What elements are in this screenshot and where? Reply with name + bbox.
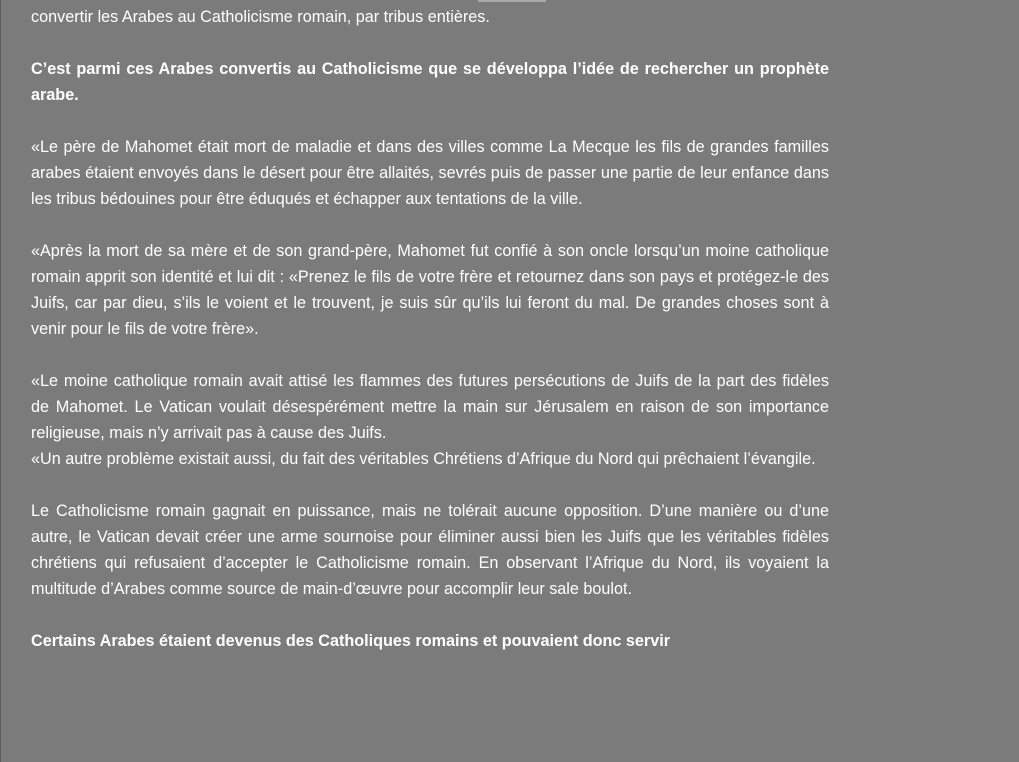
paragraph-2-bold: C’est parmi ces Arabes convertis au Catholicisme que se développa l’idée de rechercher un prophète arabe. <box>31 60 829 104</box>
paragraph-5: «Le moine catholique romain avait attisé les flammes des futures persécutions de Juifs de la part des fidèles de Mahomet. Le Vatican voulait désespérément mettre la main sur Jérusalem en raison de son importance religieuse, mais n’y arrivait pas à cause des Juifs. <box>31 372 829 442</box>
paragraph-6: «Un autre problème existait aussi, du fait des véritables Chrétiens d’Afrique du Nord qui prêchaient l’évangile. <box>31 450 816 468</box>
paragraph-7: Le Catholicisme romain gagnait en puissance, mais ne tolérait aucune opposition. D’une manière ou d’une autre, le Vatican devait créer une arme sournoise pour éliminer aussi bien les Juifs que les véritables fidèles chrétiens qui refusaient d’accepter le Catholicisme romain. En observant l’Afrique du Nord, ils voyaient la multitude d’Arabes comme source de main-d’œuvre pour accomplir leur sale boulot. <box>31 502 829 598</box>
paragraph-spacer <box>31 30 829 56</box>
paragraph-spacer <box>31 212 829 238</box>
paragraph-1: convertir les Arabes au Catholicisme romain, par tribus entières. <box>31 8 490 26</box>
paragraph-spacer <box>31 602 829 628</box>
page-left-border <box>0 0 1 762</box>
paragraph-spacer <box>31 342 829 368</box>
paragraph-spacer <box>31 108 829 134</box>
scroll-position-marker <box>478 0 546 2</box>
paragraph-4: «Après la mort de sa mère et de son grand-père, Mahomet fut confié à son oncle lorsqu’un moine catholique romain apprit son identité et lui dit : «Prenez le fils de votre frère et retournez dans son pays et protégez-le des Juifs, car par dieu, s’ils le voient et le trouvent, je suis sûr qu’ils lui feront du mal. De grandes choses sont à venir pour le fils de votre frère». <box>31 242 829 338</box>
paragraph-spacer <box>31 472 829 498</box>
paragraph-8-bold: Certains Arabes étaient devenus des Catholiques romains et pouvaient donc servir <box>31 632 670 650</box>
article-body <box>31 4 829 654</box>
paragraph-3: «Le père de Mahomet était mort de maladie et dans des villes comme La Mecque les fils de grandes familles arabes étaient envoyés dans le désert pour être allaités, sevrés puis de passer une partie de leur enfance dans les tribus bédouines pour être éduqués et échapper aux tentations de la ville. <box>31 138 829 208</box>
